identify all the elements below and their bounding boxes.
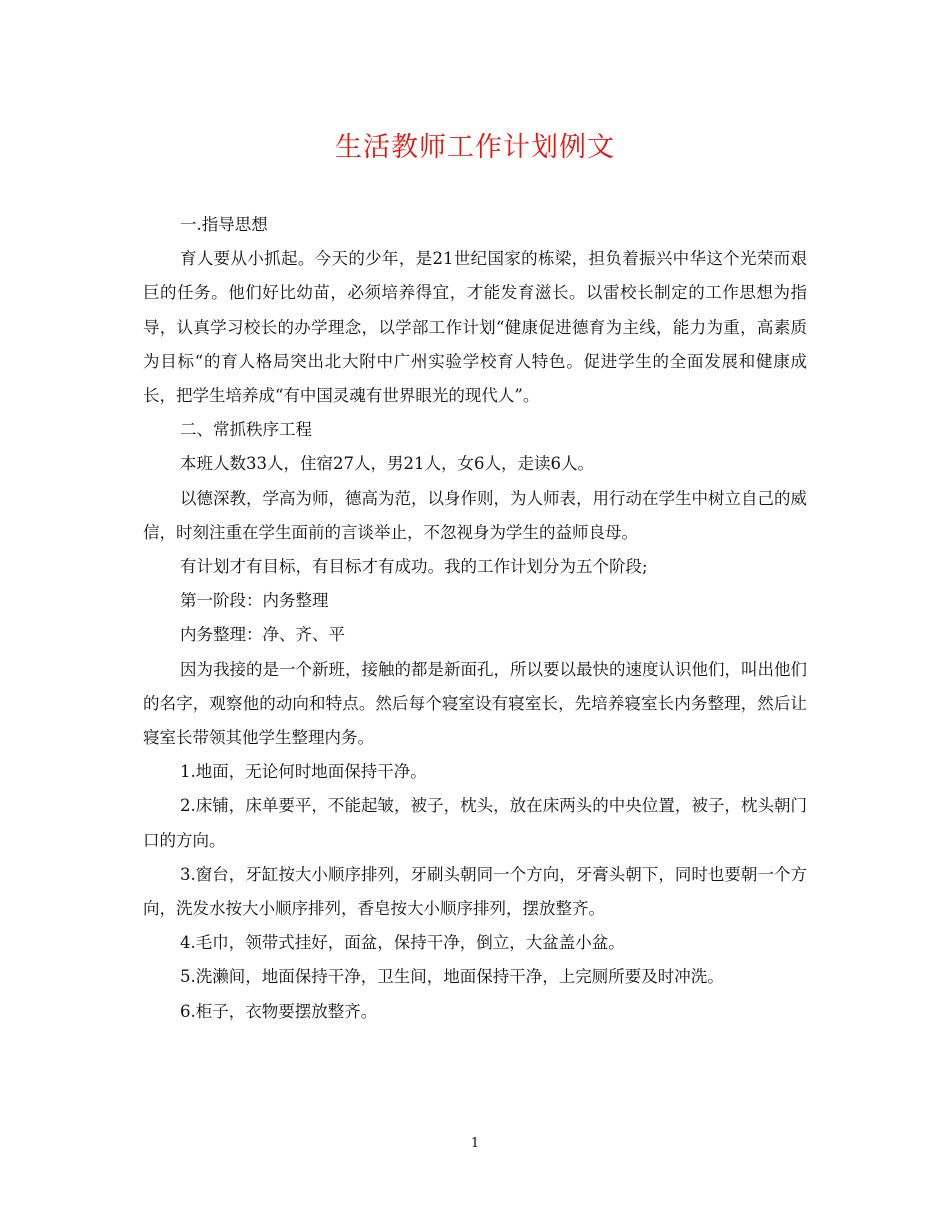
document-title: 生活教师工作计划例文 (335, 132, 615, 163)
list-item-towel: 4.毛巾，领带式挂好，面盆，保持干净，倒立，大盆盖小盆。 (180, 933, 625, 953)
list-item-bed: 2.床铺，床单要平，不能起皱，被子，枕头，放在床两头的中央位置，被子，枕头朝门口的方向。 (143, 796, 807, 850)
paragraph-new-class: 因为我接的是一个新班，接触的都是新面孔，所以要以最快的速度认识他们，叫出他们的名字，观察他的动向和特点。然后每个寝室设有寝室长，先培养寝室长内务整理，然后让寝室长带领其他学生整理内务。 (143, 659, 807, 748)
list-item-cabinet: 6.柜子，衣物要摆放整齐。 (180, 1001, 378, 1021)
paragraph-plan-stages: 有计划才有目标，有目标才有成功。我的工作计划分为五个阶段; (180, 557, 648, 577)
stage-one-heading: 第一阶段：内务整理 (180, 591, 329, 611)
page-number: 1 (470, 1136, 480, 1151)
paragraph-role-model: 以德深教，学高为师，德高为范，以身作则，为人师表，用行动在学生中树立自己的威信，时刻注重在学生面前的言谈举止，不忽视身为学生的益师良母。 (143, 488, 807, 542)
paragraph-class-stats: 本班人数33人，住宿27人，男21人，女6人，走读6人。 (180, 454, 594, 474)
document-body (143, 208, 807, 1029)
list-item-washroom: 5.洗濑间，地面保持干净，卫生间，地面保持干净，上完厕所要及时冲洗。 (180, 967, 724, 987)
list-item-windowsill: 3.窗台，牙缸按大小顺序排列，牙刷头朝同一个方向，牙膏头朝下，同时也要朝一个方向，洗发水按大小顺序排列，香皂按大小顺序排列，摆放整齐。 (143, 864, 807, 919)
paragraph-guiding-thought: 育人要从小抓起。今天的少年，是21世纪国家的栋梁，担负着振兴中华这个光荣而艰巨的任务。他们好比幼苗，必须培养得宜，才能发育滋长。以雷校长制定的工作思想为指导，认真学习校长的办学理念，以学部工作计划“健康促进德育为主线，能力为重，高素质为目标“的育人格局突出北大附中广州实验学校育人特色。促进学生的全面发展和健康成长，把学生培养成“有中国灵魂有世界眼光的现代人”。 (143, 249, 807, 406)
section-heading-guiding-thought: 一.指导思想 (180, 215, 268, 234)
list-item-floor: 1.地面，无论何时地面保持干净。 (180, 762, 427, 782)
stage-one-principle: 内务整理：净、齐、平 (180, 625, 345, 645)
section-heading-order-project: 二、常抓秩序工程 (180, 420, 312, 440)
